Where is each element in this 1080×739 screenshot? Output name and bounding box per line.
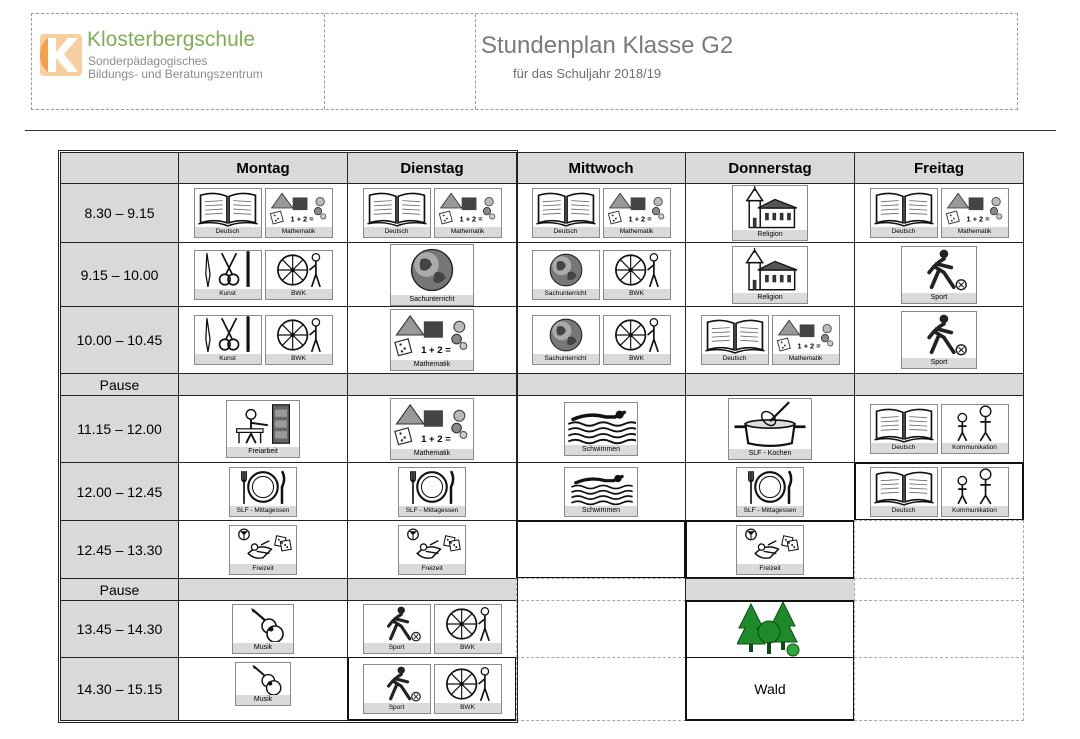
subject-label: Mathematik — [435, 227, 501, 237]
subject-label: BWK — [435, 703, 501, 713]
day-header-dienstag: Dienstag — [347, 152, 517, 184]
school-logo-icon — [38, 32, 84, 78]
subject-label: Freiarbeit — [227, 447, 299, 457]
subject-label: Kunst — [195, 289, 261, 299]
document-header — [31, 13, 1018, 110]
lesson-cell — [178, 462, 348, 521]
subject-label: Deutsch — [871, 506, 937, 516]
header-divider — [475, 14, 476, 109]
scissors-icon — [194, 250, 262, 300]
globe-icon — [390, 244, 474, 306]
globe-icon — [532, 250, 600, 300]
subject-label: Mathematik — [604, 227, 670, 237]
subject-label: Musik — [233, 643, 293, 653]
pause-cell: Pause — [60, 578, 179, 601]
horizontal-rule — [25, 130, 1056, 131]
lesson-cell — [178, 600, 348, 658]
wheel-icon — [434, 664, 502, 714]
lesson-cell — [178, 242, 348, 307]
lesson-cell — [178, 395, 348, 463]
pause-cell — [854, 373, 1024, 396]
communication-icon — [941, 467, 1009, 517]
empty-cell — [854, 520, 1024, 579]
subject-label: Sachunterricht — [533, 289, 599, 299]
communication-icon — [941, 404, 1009, 454]
subject-label: BWK — [266, 289, 332, 299]
pause-cell — [685, 373, 855, 396]
sport-icon — [901, 246, 977, 304]
timetable — [60, 152, 1024, 721]
wheel-icon — [265, 315, 333, 365]
lesson-cell — [347, 395, 517, 463]
math-icon — [941, 188, 1009, 238]
lesson-cell — [347, 600, 517, 658]
lesson-cell — [347, 306, 517, 374]
subject-label: SLF - Mittagessen — [399, 506, 465, 516]
header-divider — [324, 14, 325, 109]
swimming-icon — [564, 402, 638, 456]
globe-icon — [532, 315, 600, 365]
time-cell: 9.15 – 10.00 — [60, 242, 179, 307]
subject-label: Mathematik — [391, 449, 473, 459]
book-icon — [870, 188, 938, 238]
pause-cell — [178, 578, 348, 601]
wheel-icon — [603, 315, 671, 365]
plate-cutlery-icon — [736, 467, 804, 517]
math-icon — [603, 188, 671, 238]
day-header-mittwoch: Mittwoch — [516, 152, 686, 184]
lesson-cell — [854, 462, 1024, 521]
subject-label: Deutsch — [702, 354, 768, 364]
subject-label: Kunst — [195, 354, 261, 364]
empty-cell — [516, 600, 686, 658]
sport-icon — [363, 604, 431, 654]
empty-cell — [516, 520, 686, 579]
subject-label: Kommunikation — [942, 443, 1008, 453]
leisure-icon — [398, 525, 466, 575]
wheel-icon — [265, 250, 333, 300]
subject-label: Mathematik — [266, 227, 332, 237]
math-icon — [265, 188, 333, 238]
subject-label: Freizeit — [737, 564, 803, 574]
lesson-cell — [516, 306, 686, 374]
lesson-cell — [178, 520, 348, 579]
lesson-cell — [685, 462, 855, 521]
swimming-icon — [564, 467, 638, 517]
subject-label: Mathematik — [773, 354, 839, 364]
lesson-cell — [516, 242, 686, 307]
subject-label: Freizeit — [230, 564, 296, 574]
lesson-cell — [516, 183, 686, 243]
lesson-cell — [516, 462, 686, 521]
time-cell: 8.30 – 9.15 — [60, 183, 179, 243]
freiarbeit-icon — [226, 400, 300, 458]
corner-cell — [60, 152, 179, 184]
pause-cell — [347, 578, 517, 601]
pause-cell — [178, 373, 348, 396]
plate-cutlery-icon — [229, 467, 297, 517]
subject-label: Freizeit — [399, 564, 465, 574]
school-subtitle-line2: Bildungs- und Beratungszentrum — [88, 67, 263, 81]
book-icon — [870, 467, 938, 517]
lesson-cell — [178, 657, 348, 721]
subject-label: Deutsch — [364, 227, 430, 237]
forest-trees-icon — [737, 602, 803, 658]
lesson-cell — [854, 395, 1024, 463]
lesson-cell — [854, 183, 1024, 243]
subject-label: SLF - Mittagessen — [230, 506, 296, 516]
lesson-cell — [685, 183, 855, 243]
day-header-freitag: Freitag — [854, 152, 1024, 184]
leisure-icon — [229, 525, 297, 575]
subject-label: Religion — [733, 230, 807, 240]
lesson-cell — [854, 242, 1024, 307]
empty-cell — [516, 657, 686, 721]
lesson-cell — [854, 306, 1024, 374]
subject-label: Musik — [236, 695, 290, 705]
empty-cell — [516, 578, 686, 601]
subject-label: Mathematik — [391, 360, 473, 370]
sport-icon — [363, 664, 431, 714]
lesson-cell — [347, 657, 517, 721]
empty-cell — [854, 578, 1024, 601]
church-icon — [732, 246, 808, 304]
church-icon — [732, 185, 808, 241]
subject-label: Schwimmen — [565, 506, 637, 516]
leisure-icon — [736, 525, 804, 575]
subject-label: Kommunikation — [942, 506, 1008, 516]
book-icon — [194, 188, 262, 238]
pause-cell — [516, 373, 686, 396]
guitar-icon — [232, 604, 294, 654]
subject-label: Religion — [733, 293, 807, 303]
book-icon — [870, 404, 938, 454]
time-cell: 10.00 – 10.45 — [60, 306, 179, 374]
subject-label: BWK — [266, 354, 332, 364]
lesson-cell — [516, 395, 686, 463]
subject-label: Deutsch — [533, 227, 599, 237]
subject-label: Sport — [902, 358, 976, 368]
day-header-montag: Montag — [178, 152, 348, 184]
lesson-cell — [347, 183, 517, 243]
lesson-cell — [685, 520, 855, 579]
lesson-cell — [347, 520, 517, 579]
cooking-pot-icon — [728, 398, 812, 460]
empty-cell — [854, 600, 1024, 658]
subject-label: Deutsch — [871, 443, 937, 453]
lesson-cell — [685, 395, 855, 463]
subject-label: Sport — [364, 643, 430, 653]
math-icon — [772, 315, 840, 365]
subject-label: SLF - Kochen — [729, 449, 811, 459]
lesson-cell — [347, 242, 517, 307]
subject-label: Sport — [902, 293, 976, 303]
subject-label: Deutsch — [871, 227, 937, 237]
guitar-icon — [235, 662, 291, 706]
book-icon — [532, 188, 600, 238]
lesson-cell — [347, 462, 517, 521]
subject-label: BWK — [435, 643, 501, 653]
lesson-cell — [178, 183, 348, 243]
day-header-donnerstag: Donnerstag — [685, 152, 855, 184]
subject-label: BWK — [604, 354, 670, 364]
school-name: Klosterbergschule — [87, 28, 256, 51]
page-title: Stundenplan Klasse G2 — [481, 32, 734, 59]
subject-label: Mathematik — [942, 227, 1008, 237]
subject-label: SLF - Mittagessen — [737, 506, 803, 516]
time-cell: 14.30 – 15.15 — [60, 657, 179, 721]
subject-label: BWK — [604, 289, 670, 299]
subject-label: Sport — [364, 703, 430, 713]
empty-cell — [854, 657, 1024, 721]
subject-label: Sachunterricht — [533, 354, 599, 364]
school-subtitle-line1: Sonderpädagogisches — [88, 54, 208, 68]
subject-label: Schwimmen — [565, 445, 637, 455]
wheel-icon — [603, 250, 671, 300]
sport-icon — [901, 311, 977, 369]
lesson-cell — [685, 242, 855, 307]
subject-label: Deutsch — [195, 227, 261, 237]
time-cell: 12.00 – 12.45 — [60, 462, 179, 521]
lesson-cell — [685, 306, 855, 374]
time-cell: 12.45 – 13.30 — [60, 520, 179, 579]
plate-cutlery-icon — [398, 467, 466, 517]
lesson-cell — [178, 306, 348, 374]
wheel-icon — [434, 604, 502, 654]
pause-cell: Pause — [60, 373, 179, 396]
subject-label: Sachunterricht — [391, 295, 473, 305]
math-icon — [434, 188, 502, 238]
book-icon — [701, 315, 769, 365]
pause-cell — [347, 373, 517, 396]
page-subtitle: für das Schuljahr 2018/19 — [513, 66, 662, 81]
math-icon — [390, 309, 474, 371]
scissors-icon — [194, 315, 262, 365]
forest-cell — [685, 600, 855, 658]
book-icon — [363, 188, 431, 238]
wald-cell: Wald — [685, 657, 855, 721]
math-icon — [390, 398, 474, 460]
pause-cell — [685, 578, 855, 601]
time-cell: 11.15 – 12.00 — [60, 395, 179, 463]
time-cell: 13.45 – 14.30 — [60, 600, 179, 658]
